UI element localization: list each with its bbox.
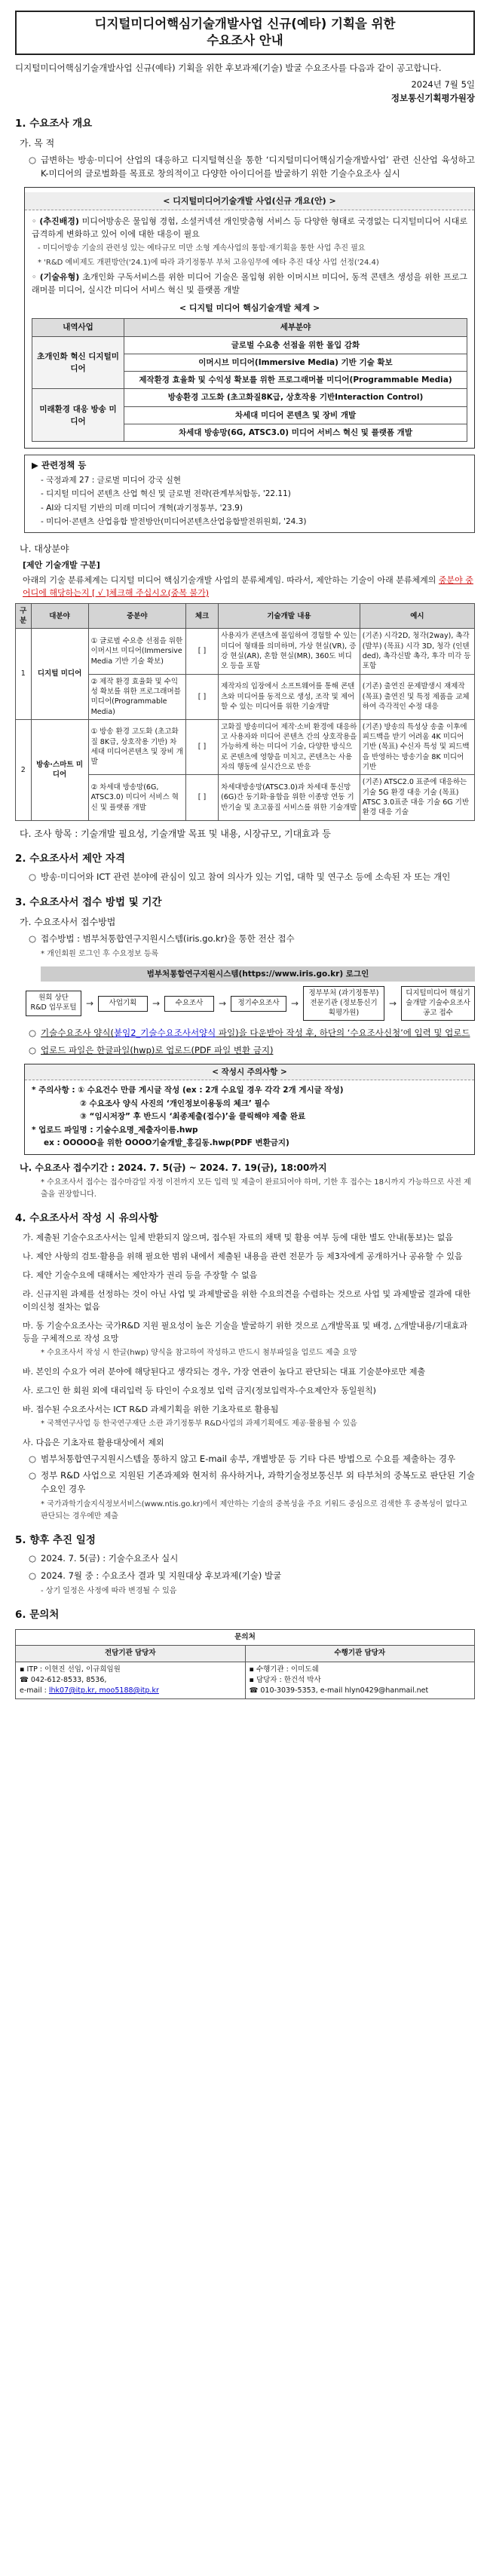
intro-text: 디지털미디어핵심기술개발사업 신규(예타) 기획을 위한 후보과제(기술) 발굴 수요조사를 다음과 같이 공고합니다. <box>15 62 442 73</box>
circle-bullet-icon: ○ <box>29 1028 37 1039</box>
caution-line: ② 수요조사 양식 사진의 ‘개인정보이용동의 체크’ 필수 <box>80 1098 270 1108</box>
column-header: 전담기관 담당자 <box>16 1646 246 1662</box>
arrow-bullet-icon: ▶ <box>32 460 41 471</box>
table-cell: 차세대 방송망(6G, ATSC3.0) 미디어 서비스 혁신 및 플랫폼 개발 <box>124 424 467 441</box>
description-cell: 제작자의 입장에서 소프트웨어를 통해 콘텐츠와 미디어를 동적으로 생성, 조작 및 제어할 수 있는 미디어를 위한 기술개발 <box>219 674 360 719</box>
caution-line: * 업로드 파일명 : 기술수요명_제출자이름.hwp <box>32 1126 198 1135</box>
caution-note: * 수요조사서 작성 시 한글(hwp) 양식을 참고하여 작성하고 반드시 첨부파일을 업로드 제출 요망 <box>41 1349 357 1358</box>
schedule-text: 2024. 7. 5(금) : 기술수요조사 실시 <box>41 1552 179 1564</box>
check-box[interactable]: [ ] <box>185 719 218 774</box>
tech-type-text: 초개인화 구독서비스를 위한 미디어 기술은 몰입형 위한 이머시브 미디어, 동적 콘텐츠 생성을 위한 프로그래머블 미디어, 실시간 미디어 서비스 혁신 및 플랫폼 개발 <box>32 272 467 296</box>
framework-subtitle: < 디지털 미디어 핵심기술개발 체계 > <box>179 303 320 314</box>
table-header-row <box>32 319 467 336</box>
tech-type-paragraph: ◦ (기술유형) 초개인화 구독서비스를 위한 미디어 기술은 몰입형 위한 이머시브 미디어, 동적 콘텐츠 생성을 위한 프로그래머블 미디어, 실시간 미디어 서비스 혁신 및 플랫폼 개발 <box>32 272 467 296</box>
group-cell: 초개인화 혁신 디지털미디어 <box>32 336 124 389</box>
schedule-item <box>29 1570 475 1583</box>
column-header: 세부분야 <box>124 319 467 336</box>
overview-box-title: < 디지털미디어기술개발 사업(신규 개요(안) > <box>25 192 474 210</box>
description-cell: 사용자가 콘텐츠에 몰입하여 경험할 수 있는 미디어 형태를 의미하며, 가상 현실(VR), 증강 현실(AR), 혼합 현실(MR), 360도 비디오 등을 포함 <box>219 629 360 674</box>
example-cell: (기존) 시각2D, 청각(2way), 촉각(발부) (목표) 시각 3D, 청각 (인텐ded), 촉각신발 촉각, 후각 미각 등 포함 <box>360 629 474 674</box>
flow-title: 범부처통합연구지원시스템(https://www.iris.go.kr) 로그인 <box>41 966 475 982</box>
upload-item <box>29 1044 475 1058</box>
example-cell: (기존) ATSC2.0 표준에 대응하는 기술 5G 환경 대응 기술 (목표) ATSC 3.0표준 대응 기술 6G 기반 환경 대응 기술 <box>360 775 474 820</box>
caution-item: 사. 로그인 한 회원 외에 대리입력 등 타인이 수요정보 입력 금지(정보입력자-수요제안자 동일원칙) <box>23 1385 376 1395</box>
purpose-text: 급변하는 방송·미디어 산업의 대응하고 디지털혁신을 통한 ‘디지털미디어핵심기술개발사업’ 관련 신산업 육성하고 K-미디어의 글로벌화를 목표로 창의적이고 다양한 아이디어를 발굴하기 위한 기술수요조사 실시 <box>41 155 475 179</box>
table-header-row <box>16 1646 475 1662</box>
circle-bullet-icon: ○ <box>29 1453 37 1464</box>
background-text: 미디어방송은 물입형 경험, 소셜커넥션 개인맞춤형 서비스 등 다양한 형태로 국경없는 디지털미디어 시대로 급격하게 변화하고 있어 이에 대한 대응이 필요 <box>32 216 467 240</box>
contact-line: ▪ ITP : 이현진 선임, 이규희임원 <box>20 1665 121 1674</box>
flow-step: 정기수요조사 <box>231 996 286 1012</box>
circle-bullet-icon: ○ <box>29 933 37 945</box>
caution-note: * 국책연구사업 등 한국연구재단 소관 과기정통부 R&D사업의 과제기획에도 제공·활용될 수 있음 <box>41 1420 357 1429</box>
column-header: 수행기관 담당자 <box>245 1646 475 1662</box>
submission-flow <box>26 986 475 1021</box>
schedule-item <box>29 1552 475 1566</box>
section-1-heading: 1. 수요조사 개요 <box>15 117 93 130</box>
exclusion-text: 정부 R&D 사업으로 지원된 기존과제와 현저히 유사하거나, 과학기술정보통신부 외 타부처의 중복도로 판단된 기술수요인 경우 <box>41 1470 475 1495</box>
form-suffix: 파일)을 다운받아 작성 후, 하단의 ‘수요조사신청’에 입력 및 업로드 <box>216 1028 470 1039</box>
exclusion-text: 범부처통합연구지원시스템을 통하지 않고 E-mail 송부, 개별방문 등 기타 다른 방법으로 수요를 제출하는 경우 <box>41 1453 456 1464</box>
framework-table <box>32 318 467 442</box>
eligibility-item <box>29 871 475 884</box>
table-cell: 글로벌 수요층 선점을 위한 몰입 감화 <box>124 336 467 354</box>
circle-bullet-icon: ○ <box>29 155 37 166</box>
section-6-heading: 6. 문의처 <box>15 1609 60 1622</box>
section-3-heading: 3. 수요조사서 접수 방법 및 기간 <box>15 896 162 908</box>
form-download-text <box>41 1027 475 1040</box>
table-header-row <box>16 603 475 629</box>
background-head: (추진배경) <box>39 216 79 227</box>
background-note-1: - 미디어방송 기술의 관련성 있는 예타규모 미만 소형 계속사업의 통합·재기획을 통한 사업 추진 필요 <box>38 244 366 253</box>
purpose-item <box>29 154 475 181</box>
exclusion-note: * 국가과학기술지식정보서비스(www.ntis.go.kr)에서 제안하는 기술의 중복성을 주요 키워드 중심으로 검색한 후 중복성이 없다고 판단되는 경우에만 제출 <box>41 1500 467 1521</box>
policy-item: - 미디어·콘텐츠 산업융합 발전방안(미디어콘텐츠산업융합발전위원회, '24.3) <box>41 516 307 526</box>
section-2-heading: 2. 수요조사서 제안 자격 <box>15 853 125 865</box>
caution-item: 나. 제안 사항의 검토·활용을 위해 필요한 범위 내에서 제출된 내용을 관련 전문가 등 제3자에게 공개하거나 공유할 수 있음 <box>23 1251 463 1262</box>
policy-item: - AI와 디지털 기반의 미래 미디어 개혁(과기정통부, '23.9) <box>41 503 243 513</box>
schedule-text: 2024. 7월 중 : 수요조사 결과 및 지원대상 후보과제(기술) 발굴 <box>41 1570 282 1581</box>
caution-line: ③ “임시저장” 후 반드시 ‘최종제출(접수)’을 클릭해야 제출 완료 <box>80 1111 306 1121</box>
caution-line: ex : OOOOO을 위한 OOOO기술개발_홍길동.hwp(PDF 변환금지) <box>44 1138 289 1148</box>
eligibility-text: 방송·미디어와 ICT 관련 분야에 관심이 있고 참여 의사가 있는 기업, 대학 및 연구소 등에 소속된 자 또는 개인 <box>41 871 451 883</box>
caution-box <box>24 1064 475 1155</box>
column-header: 기술개발 내용 <box>219 603 360 629</box>
arrow-right-icon: → <box>152 997 161 1009</box>
table-header-row <box>16 1630 475 1646</box>
section-3b-heading: 나. 수요조사 접수기간 : 2024. 7. 5(금) ~ 2024. 7. 19(금), 18:00까지 <box>20 1162 327 1173</box>
section-3a-heading: 가. 수요조사서 접수방법 <box>20 916 116 927</box>
subcategory-cell: ② 차세대 방송망(6G, ATSC3.0) 미디어 서비스 혁신 및 플랫폼 개발 <box>88 775 185 820</box>
performer-contact-cell <box>245 1662 475 1699</box>
policy-item: - 디지털 미디어 콘텐츠 산업 혁신 및 글로벌 전략(관계부처합동, '22.11) <box>41 489 291 499</box>
circle-bullet-icon: ○ <box>29 1470 37 1481</box>
contact-table-title: 문의처 <box>16 1630 475 1646</box>
circle-bullet-icon: ○ <box>29 1552 37 1564</box>
schedule-note: - 상기 일정은 사정에 따라 변경될 수 있음 <box>41 1586 177 1595</box>
column-header: 체크 <box>185 603 218 629</box>
section-1a-heading: 가. 목 적 <box>20 137 55 149</box>
submission-method-note: * 개인회원 로그인 후 수요정보 등록 <box>41 950 159 959</box>
table-cell: 방송환경 고도화 (초고화질8K급, 상호작용 기반Interaction Control) <box>124 389 467 406</box>
category-cell: 디지털 미디어 <box>31 629 88 719</box>
section-1b-heading: 나. 대상분야 <box>20 544 69 555</box>
form-prefix: 기술수요조사 양식( <box>41 1028 115 1039</box>
circle-bullet-icon: ○ <box>29 1570 37 1581</box>
table-cell: 이머시브 미디어(Immersive Media) 기반 기술 확보 <box>124 354 467 371</box>
column-header: 구분 <box>16 603 32 629</box>
table-row <box>16 1662 475 1699</box>
contact-line: ☎ 010-3039-5353, e-mail hlyn0429@hanmail.net <box>249 1686 429 1695</box>
caution-item: 가. 제출된 기술수요조사서는 일체 반환되지 않으며, 접수된 자료의 채택 및 활용 여부 등에 대한 별도 안내(통보)는 없음 <box>23 1233 453 1243</box>
email-label: e-mail : <box>20 1686 49 1695</box>
contact-table <box>15 1629 475 1699</box>
column-header: 중분야 <box>88 603 185 629</box>
group-cell: 미래환경 대응 방송 미디어 <box>32 389 124 442</box>
section-1c-heading: 다. 조사 항목 : 기술개발 필요성, 기술개발 목표 및 내용, 시장규모, 기대효과 등 <box>20 828 331 839</box>
policy-heading <box>32 459 467 473</box>
check-box[interactable]: [ ] <box>185 775 218 820</box>
check-box[interactable]: [ ] <box>185 674 218 719</box>
flow-step: 수요조사 <box>164 996 214 1012</box>
note-highlight: 중분야 중 어디에 해당하는지 [ √ ]체크해 주십시오(중복 불가) <box>23 574 473 598</box>
proposal-table-note <box>23 574 475 599</box>
column-header: 예시 <box>360 603 474 629</box>
example-cell: (기존) 방송의 특성상 송출 이후에 피드백을 받기 어려움 4K 미디어 기반 (목표) 수신자 특성 및 피드백을 반영하는 방송기술 8K 미디어 기반 <box>360 719 474 774</box>
issuing-organization: 정보통신기획평가원장 <box>390 93 475 104</box>
table-cell: 차세대 미디어 콘텐츠 및 장비 개발 <box>124 406 467 424</box>
note-text: 아래의 기술 분류체계는 디지털 미디어 핵심기술개발 사업의 분류체계임. 따라서, 제안하는 기술이 아래 분류체계의 <box>23 574 439 585</box>
row-number: 2 <box>16 719 32 820</box>
background-paragraph: ◦ (추진배경) 미디어방송은 물입형 경험, 소셜커넥션 개인맞춤형 서비스 등 다양한 형태로 국경없는 디지털미디어 시대로 급격하게 변화하고 있어 이에 대한 대응이 필요 <box>32 216 467 240</box>
proposal-category-table <box>15 603 475 821</box>
agency-contact-cell <box>16 1662 246 1699</box>
flow-step: 사업기획 <box>98 996 148 1012</box>
subcategory-cell: ① 글로벌 수요층 선점을 위한 이머시브 미디어(Immersive Media 기반 기술 확보) <box>88 629 185 674</box>
table-row <box>32 336 467 354</box>
caution-item: 바. 본인의 수요가 여러 분야에 해당된다고 생각되는 경우, 가장 연관이 높다고 판단되는 대표 기술분야로만 제출 <box>23 1366 426 1377</box>
arrow-right-icon: → <box>290 997 299 1009</box>
arrow-right-icon: → <box>85 997 94 1009</box>
section-5-heading: 5. 향후 추진 일정 <box>15 1534 96 1547</box>
background-note-2: * 'R&D 예비제도 개편방안('24.1)에 따라 과기정통부 부처 고유임무에 예타 추진 대상 사업 선정('24.4) <box>38 258 379 267</box>
column-header: 내역사업 <box>32 319 124 336</box>
contact-line <box>20 1686 241 1696</box>
flow-step: 디지털미디어 핵심기술개발 기술수요조사 공고 접수 <box>401 986 475 1021</box>
table-row <box>16 719 475 774</box>
row-number: 1 <box>16 629 32 719</box>
column-header: 대분야 <box>31 603 88 629</box>
subcategory-cell: ② 제작 환경 효율화 및 수익성 확보를 위한 프로그래머블 미디어(Programmable Media) <box>88 674 185 719</box>
circle-bullet-icon: ○ <box>29 871 37 883</box>
upload-text: 업로드 파일은 한글파일(hwp)로 업로드(PDF 파일 변환 금지) <box>41 1045 274 1056</box>
proposal-table-caption: [제안 기술개발 구분] <box>23 559 100 570</box>
table-row <box>16 629 475 674</box>
check-box[interactable]: [ ] <box>185 629 218 674</box>
table-row <box>32 389 467 406</box>
circle-bullet-icon: ○ <box>29 1045 37 1056</box>
exclusion-item <box>29 1469 475 1496</box>
description-cell: 차세대방송망(ATSC3.0)과 차세대 통신망(6G)간 동기화·융합을 위한 이종망 연동 기반기술 및 초고품질 서비스를 위한 기술개발 <box>219 775 360 820</box>
deadline-note: * 수요조사서 접수는 접수마감일 자정 이전까지 모든 입력 및 제출이 완료되어야 하며, 기한 후 접수는 18시까지 가능하므로 사전 제출을 권장합니다. <box>41 1178 471 1199</box>
category-cell: 방송·스마트 미디어 <box>31 719 88 820</box>
announcement-date: 2024년 7월 5일 <box>411 79 475 90</box>
flow-step: 정부부처 (과기정통부) 전문기관 (정보통신기획평가원) <box>303 986 384 1021</box>
arrow-right-icon: → <box>218 997 227 1009</box>
form-download-item <box>29 1027 475 1040</box>
policy-heading-text: 관련정책 등 <box>41 460 87 471</box>
caution-item: 라. 신규지원 과제를 선정하는 것이 아닌 사업 및 과제발굴을 위한 수요의견을 수렴하는 것으로 사업 및 과제발굴 결과에 대한 이의신청 절차는 없음 <box>23 1289 471 1313</box>
arrow-right-icon: → <box>388 997 397 1009</box>
form-download-link[interactable]: 붙임2_기술수요조사서양식 <box>114 1028 216 1039</box>
subcategory-cell: ① 방송 환경 고도화 (초고화질 8K급, 상호작용 기반) 차세대 미디어콘텐츠 및 장비 개발 <box>88 719 185 774</box>
table-cell: 제작환경 효율화 및 수익성 확보를 위한 프로그래머블 미디어(Programmable Media) <box>124 372 467 389</box>
caution-item: 바. 접수된 수요조사서는 ICT R&D 과제기획을 위한 기초자료로 활용됨 <box>23 1404 279 1415</box>
document-title <box>15 11 475 55</box>
caution-line: * 주의사항 : ① 수요건수 만큼 게시글 작성 (ex : 2개 수요일 경우 각각 2개 게시글 작성) <box>32 1086 344 1095</box>
tech-type-head: (기술유형) <box>39 272 80 283</box>
email-link[interactable]: lhk07@itp.kr, moo5188@itp.kr <box>48 1686 159 1695</box>
submission-method-item <box>29 933 475 946</box>
contact-line: ▪ 수행기관 : 이미도쉐 <box>249 1665 319 1674</box>
description-cell: 고화질 방송미디어 제작·소비 환경에 대응하고 사용자와 미디어 콘텐츠 간의 상호작용을 가능하게 하는 미디어 기술, 다양한 방식으로 콘텐츠에 영향을 미치고, 콘텐츠는 사용자의 행동에 실시간으로 반응 <box>219 719 360 774</box>
policy-item: - 국정과제 27 : 글로벌 미디어 강국 실현 <box>41 476 182 485</box>
exclusion-item <box>29 1453 475 1466</box>
caution-title: < 작성시 주의사항 > <box>25 1064 474 1080</box>
section-4-heading: 4. 수요조사서 작성 시 유의사항 <box>15 1212 158 1225</box>
title-line-1: 디지털미디어핵심기술개발사업 신규(예타) 기획을 위한 <box>94 17 396 31</box>
flow-step: 원회 상단 R&D 업무포털 <box>26 991 81 1016</box>
contact-line: ☎ 042-612-8533, 8536, <box>20 1675 107 1684</box>
submission-method-text: 접수방법 : 범부처통합연구지원시스템(iris.go.kr)을 통한 전산 접수 <box>41 933 295 945</box>
related-policy-box <box>24 455 475 533</box>
caution-item: 다. 제안 기술수요에 대해서는 제안자가 권리 등을 주장할 수 없음 <box>23 1270 258 1281</box>
contact-line: ▪ 담당자 : 한건석 박사 <box>249 1675 321 1684</box>
caution-item: 마. 동 기술수요조사는 국가R&D 지원 필요성이 높은 기술을 발굴하기 위한 것으로 △개발목표 및 배경, △개발내용/기대효과 등을 구체적으로 작성 요망 <box>23 1321 468 1344</box>
project-overview-box <box>24 187 475 449</box>
example-cell: (기존) 출연진 문제발생시 재제작 (목표) 출연진 및 특정 제품을 교체하여 즉각적인 수정 대응 <box>360 674 474 719</box>
title-line-2: 수요조사 안내 <box>207 33 283 48</box>
exclusion-heading: 사. 다음은 기초자료 활용대상에서 제외 <box>23 1437 164 1447</box>
